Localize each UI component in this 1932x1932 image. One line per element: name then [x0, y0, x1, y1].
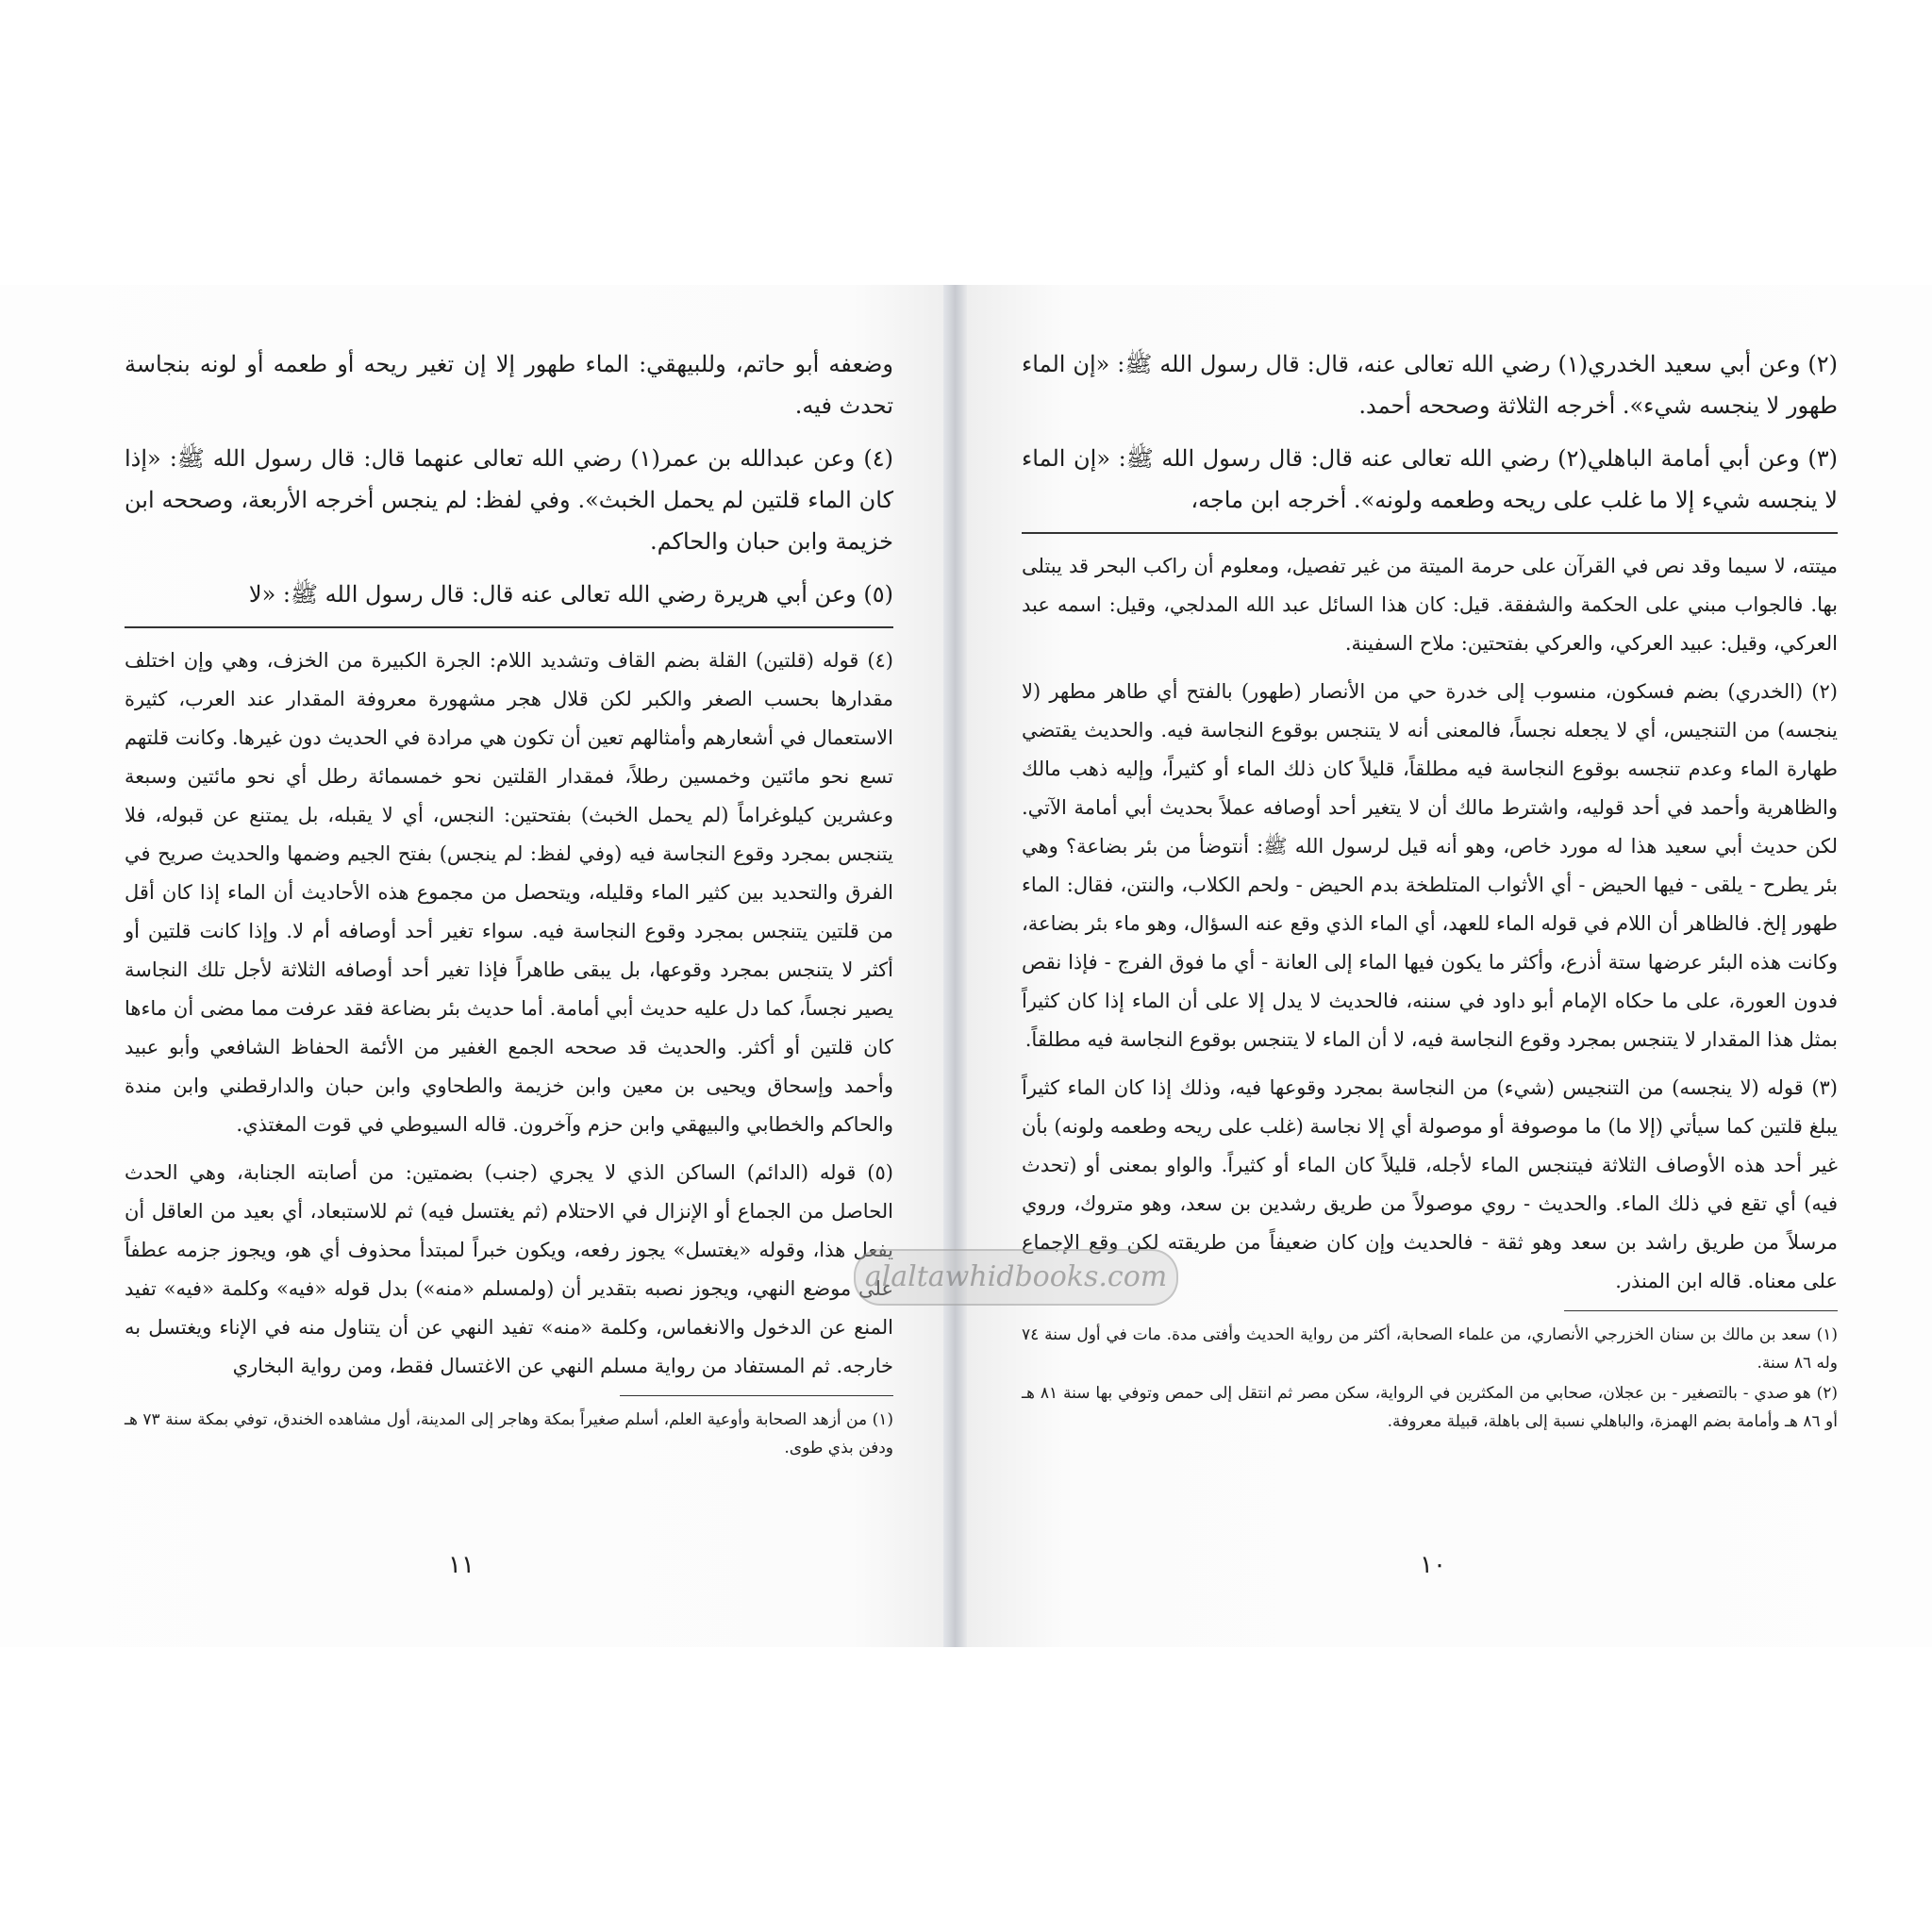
footnotes	[125, 1406, 893, 1462]
footnote: (١) من أزهد الصحابة وأوعية العلم، أسلم صغيراً بمكة وهاجر إلى المدينة، أول مشاهده الخندق، توفي بمكة سنة ٧٣ هـ ودفن بذي طوى.	[125, 1410, 893, 1457]
page-number: ١١	[448, 1551, 475, 1579]
commentary-paragraph: ميتته، لا سيما وقد نص في القرآن على حرمة الميتة من غير تفصيل، ومعلوم أن راكب البحر قد يبتلى بها. فالجواب مبني على الحكمة والشفقة. قيل: كان هذا السائل عبد الله المدلجي، وقيل: اسمه عبد العركي، وقيل: عبيد العركي، والعركي بفتحتين: ملاح السفينة.	[1022, 555, 1838, 655]
commentary-paragraph: (٢) (الخدري) بضم فسكون، منسوب إلى خدرة حي من الأنصار (طهور) بالفتح أي طاهر مطهر (لا ينجسه) من التنجيس، أي لا يجعله نجساً، فالمعنى أنه لا يتنجس بوقوع النجاسة فيه. والحديث يقتضي طهارة الماء وعدم تنجسه بوقوع النجاسة فيه مطلقاً، قليلاً كان ذلك الماء أو كثيراً، وإليه ذهب مالك والظاهرية وأحمد في أحد قوليه، واشترط مالك أن لا يتغير أحد أوصافه عملاً بحديث أبي أمامة الآتي. لكن حديث أبي سعيد هذا له مورد خاص، وهو أنه قيل لرسول الله ﷺ: أنتوضأ من بئر بضاعة؟ وهي بئر يطرح - يلقى - فيها الحيض - أي الأثواب المتلطخة بدم الحيض - ولحم الكلاب، والنتن، فقال: الماء طهور إلخ. فالظاهر أن اللام في قوله الماء للعهد، أي الماء الذي وقع عنه السؤال، وهو ماء بئر بضاعة، وكانت هذه البئر عرضها ستة أذرع، وأكثر ما يكون فيها الماء إلى العانة - أي ما فوق الفرج - فإذا نقص فدون العورة، على ما حكاه الإمام أبو داود في سننه، فالحديث لا يدل إلا على أن الماء إذا كان كثيراً بمثل هذا المقدار لا يتنجس بمجرد وقوع النجاسة فيه، لا أن الماء لا يتنجس بوقوع النجاسة فيه مطلقاً.	[1022, 680, 1839, 1051]
book-spread	[0, 285, 1932, 1647]
main-text	[125, 343, 893, 615]
divider	[1022, 532, 1838, 534]
paragraph: وضعفه أبو حاتم، وللبيهقي: الماء طهور إلا إن تغير ريحه أو طعمه أو لونه بنجاسة تحدث فيه.	[125, 351, 893, 419]
divider	[125, 626, 893, 628]
book-gutter	[943, 285, 970, 1647]
paragraph: (٤) وعن عبدالله بن عمر(١) رضي الله تعالى عنهما قال: قال رسول الله ﷺ: «إذا كان الماء قلتين لم يحمل الخبث». وفي لفظ: لم ينجس أخرجه الأربعة، وصححه ابن خزيمة وابن حبان والحاكم.	[125, 445, 893, 555]
page-11	[0, 285, 948, 1647]
paragraph: (٢) وعن أبي سعيد الخدري(١) رضي الله تعالى عنه، قال: قال رسول الله ﷺ: «إن الماء طهور لا ينجسه شيء». أخرجه الثلاثة وصححه أحمد.	[1022, 351, 1838, 419]
footnote: (١) سعد بن مالك بن سنان الخزرجي الأنصاري، من علماء الصحابة، أكثر من رواية الحديث وأفتى مدة. مات في أول سنة ٧٤ وله ٨٦ سنة.	[1022, 1325, 1838, 1373]
footnotes	[1022, 1321, 1838, 1436]
footnote: (٢) هو صدي - بالتصغير - بن عجلان، صحابي من المكثرين في الرواية، سكن مصر ثم انتقل إلى حمص وتوفي بها سنة ٨١ هـ أو ٨٦ هـ وأمامة بضم الهمزة، والباهلي نسبة إلى باهلة، قبيلة معروفة.	[1022, 1384, 1838, 1431]
footnote-divider	[1564, 1310, 1838, 1311]
footnote-divider	[620, 1395, 893, 1396]
paragraph: (٣) وعن أبي أمامة الباهلي(٢) رضي الله تعالى عنه قال: قال رسول الله ﷺ: «إن الماء لا ينجسه شيء إلا ما غلب على ريحه وطعمه ولونه». أخرجه ابن ماجه،	[1022, 445, 1838, 513]
commentary-paragraph: (٣) قوله (لا ينجسه) من التنجيس (شيء) من النجاسة بمجرد وقوعها فيه، وذلك إذا كان الماء كثيراً يبلغ قلتين كما سيأتي (إلا ما) ما موصوفة أو موصولة أي إلا نجاسة (غلب على ريحه وطعمه ولونه) بأن غير أحد هذه الأوصاف الثلاثة فيتنجس الماء لأجله، قليلاً كان الماء أو كثيراً. والواو بمعنى أو (تحدث فيه) أي تقع في ذلك الماء. والحديث - روي موصولاً من طريق رشدين بن سعد، وهو متروك، وروي مرسلاً من طريق راشد بن سعد وهو ثقة - فالحديث وإن كان ضعيفاً من طريقته لكن وقع الإجماع على معناه. قاله ابن المنذر.	[1022, 1076, 1838, 1292]
commentary-paragraph: (٤) قوله (قلتين) القلة بضم القاف وتشديد اللام: الجرة الكبيرة من الخزف، وهي وإن اختلف مقدارها بحسب الصغر والكبر لكن قلال هجر مشهورة معروفة المقدار عند العرب، كثيرة الاستعمال في أشعارهم وأمثالهم تعين أن تكون هي مرادة في الحديث دون غيرها. وكانت قلتهم تسع نحو مائتين وخمسين رطلاً، فمقدار القلتين نحو خمسمائة رطل أي نحو مائتين وسبعة وعشرين كيلوغراماً (لم يحمل الخبث) بفتحتين: النجس، أي لا يقبله، بل يمتنع عن قبوله، فلا يتنجس بمجرد وقوع النجاسة فيه (وفي لفظ: لم ينجس) بفتح الجيم وضمها والحديث صريح في الفرق والتحديد بين كثير الماء وقليله، ويتحصل من مجموع هذه الأحاديث أن الماء إذا كان أقل من قلتين يتنجس بمجرد وقوع النجاسة فيه. سواء تغير أحد أوصافه أم لا. وإذا كانت قلتين أو أكثر لا يتنجس بمجرد وقوعها، بل يبقى طاهراً فإذا تغير أحد أوصافه الثلاثة لأجل تلك النجاسة يصير نجساً، كما دل عليه حديث أبي أمامة. أما حديث بئر بضاعة فقد عرفت مما مضى أن ماءها كان قلتين أو أكثر. والحديث قد صححه الجمع الغفير من الأئمة الحفاظ الشافعي وأبو عبيد وأحمد وإسحاق ويحيى بن معين وابن خزيمة والطحاوي وابن حبان والدارقطني وابن مندة والحاكم والخطابي والبيهقي وابن حزم وآخرون. قاله السيوطي في قوت المغتذي.	[125, 649, 893, 1136]
commentary-paragraph: (٥) قوله (الدائم) الساكن الذي لا يجري (جنب) بضمتين: من أصابته الجنابة، وهي الحدث الحاصل من الجماع أو الإنزال في الاحتلام (ثم يغتسل فيه) ثم للاستبعاد، أي بعيد من العاقل أن يفعل هذا، وقوله «يغتسل» يجوز رفعه، ويكون خبراً لمبتدأ محذوف أي هو، ويجوز جزمه عطفاً على موضع النهي، ويجوز نصبه بتقدير أن (ولمسلم «منه») بدل قوله «فيه» وكلمة «فيه» تفيد المنع عن الدخول والانغماس، وكلمة «منه» تفيد النهي عن أن يتناول منه في الإناء ويغتسل به خارجه. ثم المستفاد من رواية مسلم النهي عن الاغتسال فقط، ومن رواية البخاري	[125, 1161, 893, 1377]
page-10	[967, 285, 1932, 1647]
main-text	[1022, 343, 1838, 521]
commentary	[125, 641, 893, 1386]
watermark: alaltawhidbooks.com	[854, 1249, 1178, 1306]
page-number: ١٠	[1420, 1551, 1446, 1579]
paragraph: (٥) وعن أبي هريرة رضي الله تعالى عنه قال: قال رسول الله ﷺ: «لا	[248, 581, 893, 608]
commentary	[1022, 547, 1838, 1301]
